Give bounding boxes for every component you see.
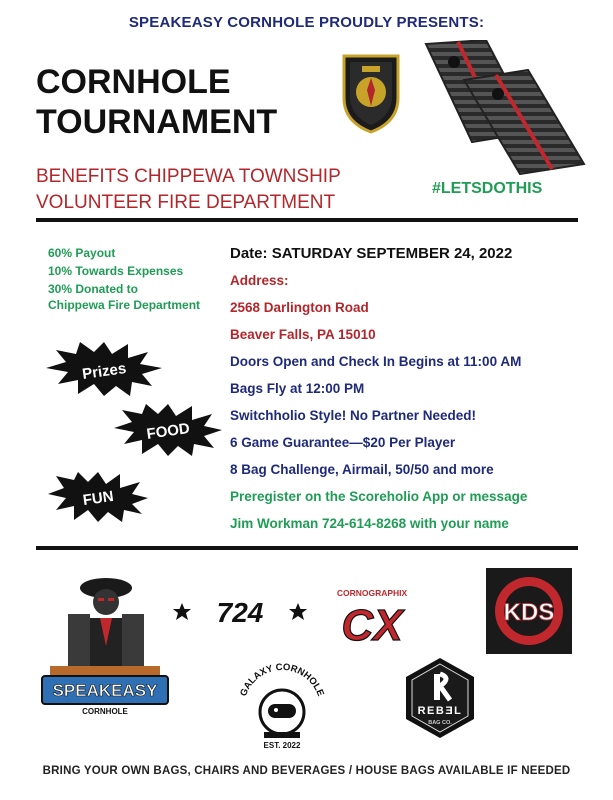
benefit-line-1: BENEFITS CHIPPEWA TOWNSHIP bbox=[36, 166, 341, 187]
payout-line-3: 30% Donated to bbox=[48, 282, 139, 296]
game-guarantee: 6 Game Guarantee—$20 Per Player bbox=[230, 435, 456, 450]
divider-top bbox=[36, 218, 578, 222]
page-title bbox=[36, 62, 336, 142]
speakeasy-logo-sub: CORNHOLE bbox=[82, 707, 128, 716]
cornographix-logo bbox=[322, 586, 422, 646]
hashtag: #LETSDOTHIS bbox=[432, 180, 543, 197]
cornhole-boards-image bbox=[416, 40, 586, 175]
rebel-bag-co-logo bbox=[404, 656, 476, 740]
galaxy-est-text: EST. 2022 bbox=[263, 741, 301, 750]
preregister-line-1: Preregister on the Scoreholio App or message bbox=[230, 489, 528, 504]
cornographix-mark: CX bbox=[341, 601, 403, 646]
divider-bottom bbox=[36, 546, 578, 550]
prizes-label: Prizes bbox=[81, 359, 128, 383]
payout-line-4: Chippewa Fire Department bbox=[48, 298, 201, 312]
payout-line-2: 10% Towards Expenses bbox=[48, 264, 184, 278]
rebel-logo-text: REBƎL bbox=[417, 705, 463, 717]
fun-burst-badge bbox=[46, 470, 150, 524]
benefit-line-2: VOLUNTEER FIRE DEPARTMENT bbox=[36, 192, 336, 213]
cornographix-logo-text: CORNOGRAPHIX bbox=[336, 588, 408, 598]
payout-breakdown bbox=[48, 245, 238, 315]
kds-logo-text: KDS bbox=[503, 599, 555, 626]
food-label: FOOD bbox=[145, 420, 191, 443]
prizes-burst-badge bbox=[44, 340, 164, 398]
724-logo bbox=[172, 594, 308, 628]
kds-logo bbox=[486, 568, 572, 654]
galaxy-logo-text: GALAXY CORNHOLE bbox=[238, 661, 326, 698]
address-city: Beaver Falls, PA 15010 bbox=[230, 327, 376, 342]
event-details bbox=[230, 240, 590, 537]
date-row bbox=[230, 240, 590, 267]
presents-headline: SPEAKEASY CORNHOLE PROUDLY PRESENTS: bbox=[128, 14, 485, 31]
address-label: Address: bbox=[230, 273, 289, 288]
724-logo-text: 724 bbox=[216, 597, 264, 628]
doors-open: Doors Open and Check In Begins at 11:00 AM bbox=[230, 354, 522, 369]
bags-fly: Bags Fly at 12:00 PM bbox=[230, 381, 365, 396]
benefit-statement bbox=[36, 164, 396, 216]
payout-line-1: 60% Payout bbox=[48, 246, 116, 260]
food-burst-badge bbox=[112, 402, 224, 458]
speakeasy-logo-text: SPEAKEASY bbox=[52, 681, 158, 700]
date-label: Date: bbox=[230, 245, 268, 262]
address-street: 2568 Darlington Road bbox=[230, 300, 369, 315]
speakeasy-logo bbox=[40, 566, 170, 718]
title-line-1: CORNHOLE bbox=[36, 63, 231, 101]
title-line-2: TOURNAMENT bbox=[36, 103, 278, 141]
rebel-logo-sub: BAG CO. bbox=[428, 720, 452, 726]
bag-challenge: 8 Bag Challenge, Airmail, 50/50 and more bbox=[230, 462, 494, 477]
preregister-line-2: Jim Workman 724-614-8268 with your name bbox=[230, 516, 509, 531]
galaxy-cornhole-logo bbox=[230, 658, 334, 752]
tournament-style: Switchholio Style! No Partner Needed! bbox=[230, 408, 477, 423]
fun-label: FUN bbox=[81, 487, 115, 510]
date-value: SATURDAY SEPTEMBER 24, 2022 bbox=[271, 245, 513, 262]
fire-department-patch-icon bbox=[340, 52, 402, 134]
footer-note: BRING YOUR OWN BAGS, CHAIRS AND BEVERAGES / HOUSE BAGS AVAILABLE IF NEEDED bbox=[42, 765, 571, 777]
